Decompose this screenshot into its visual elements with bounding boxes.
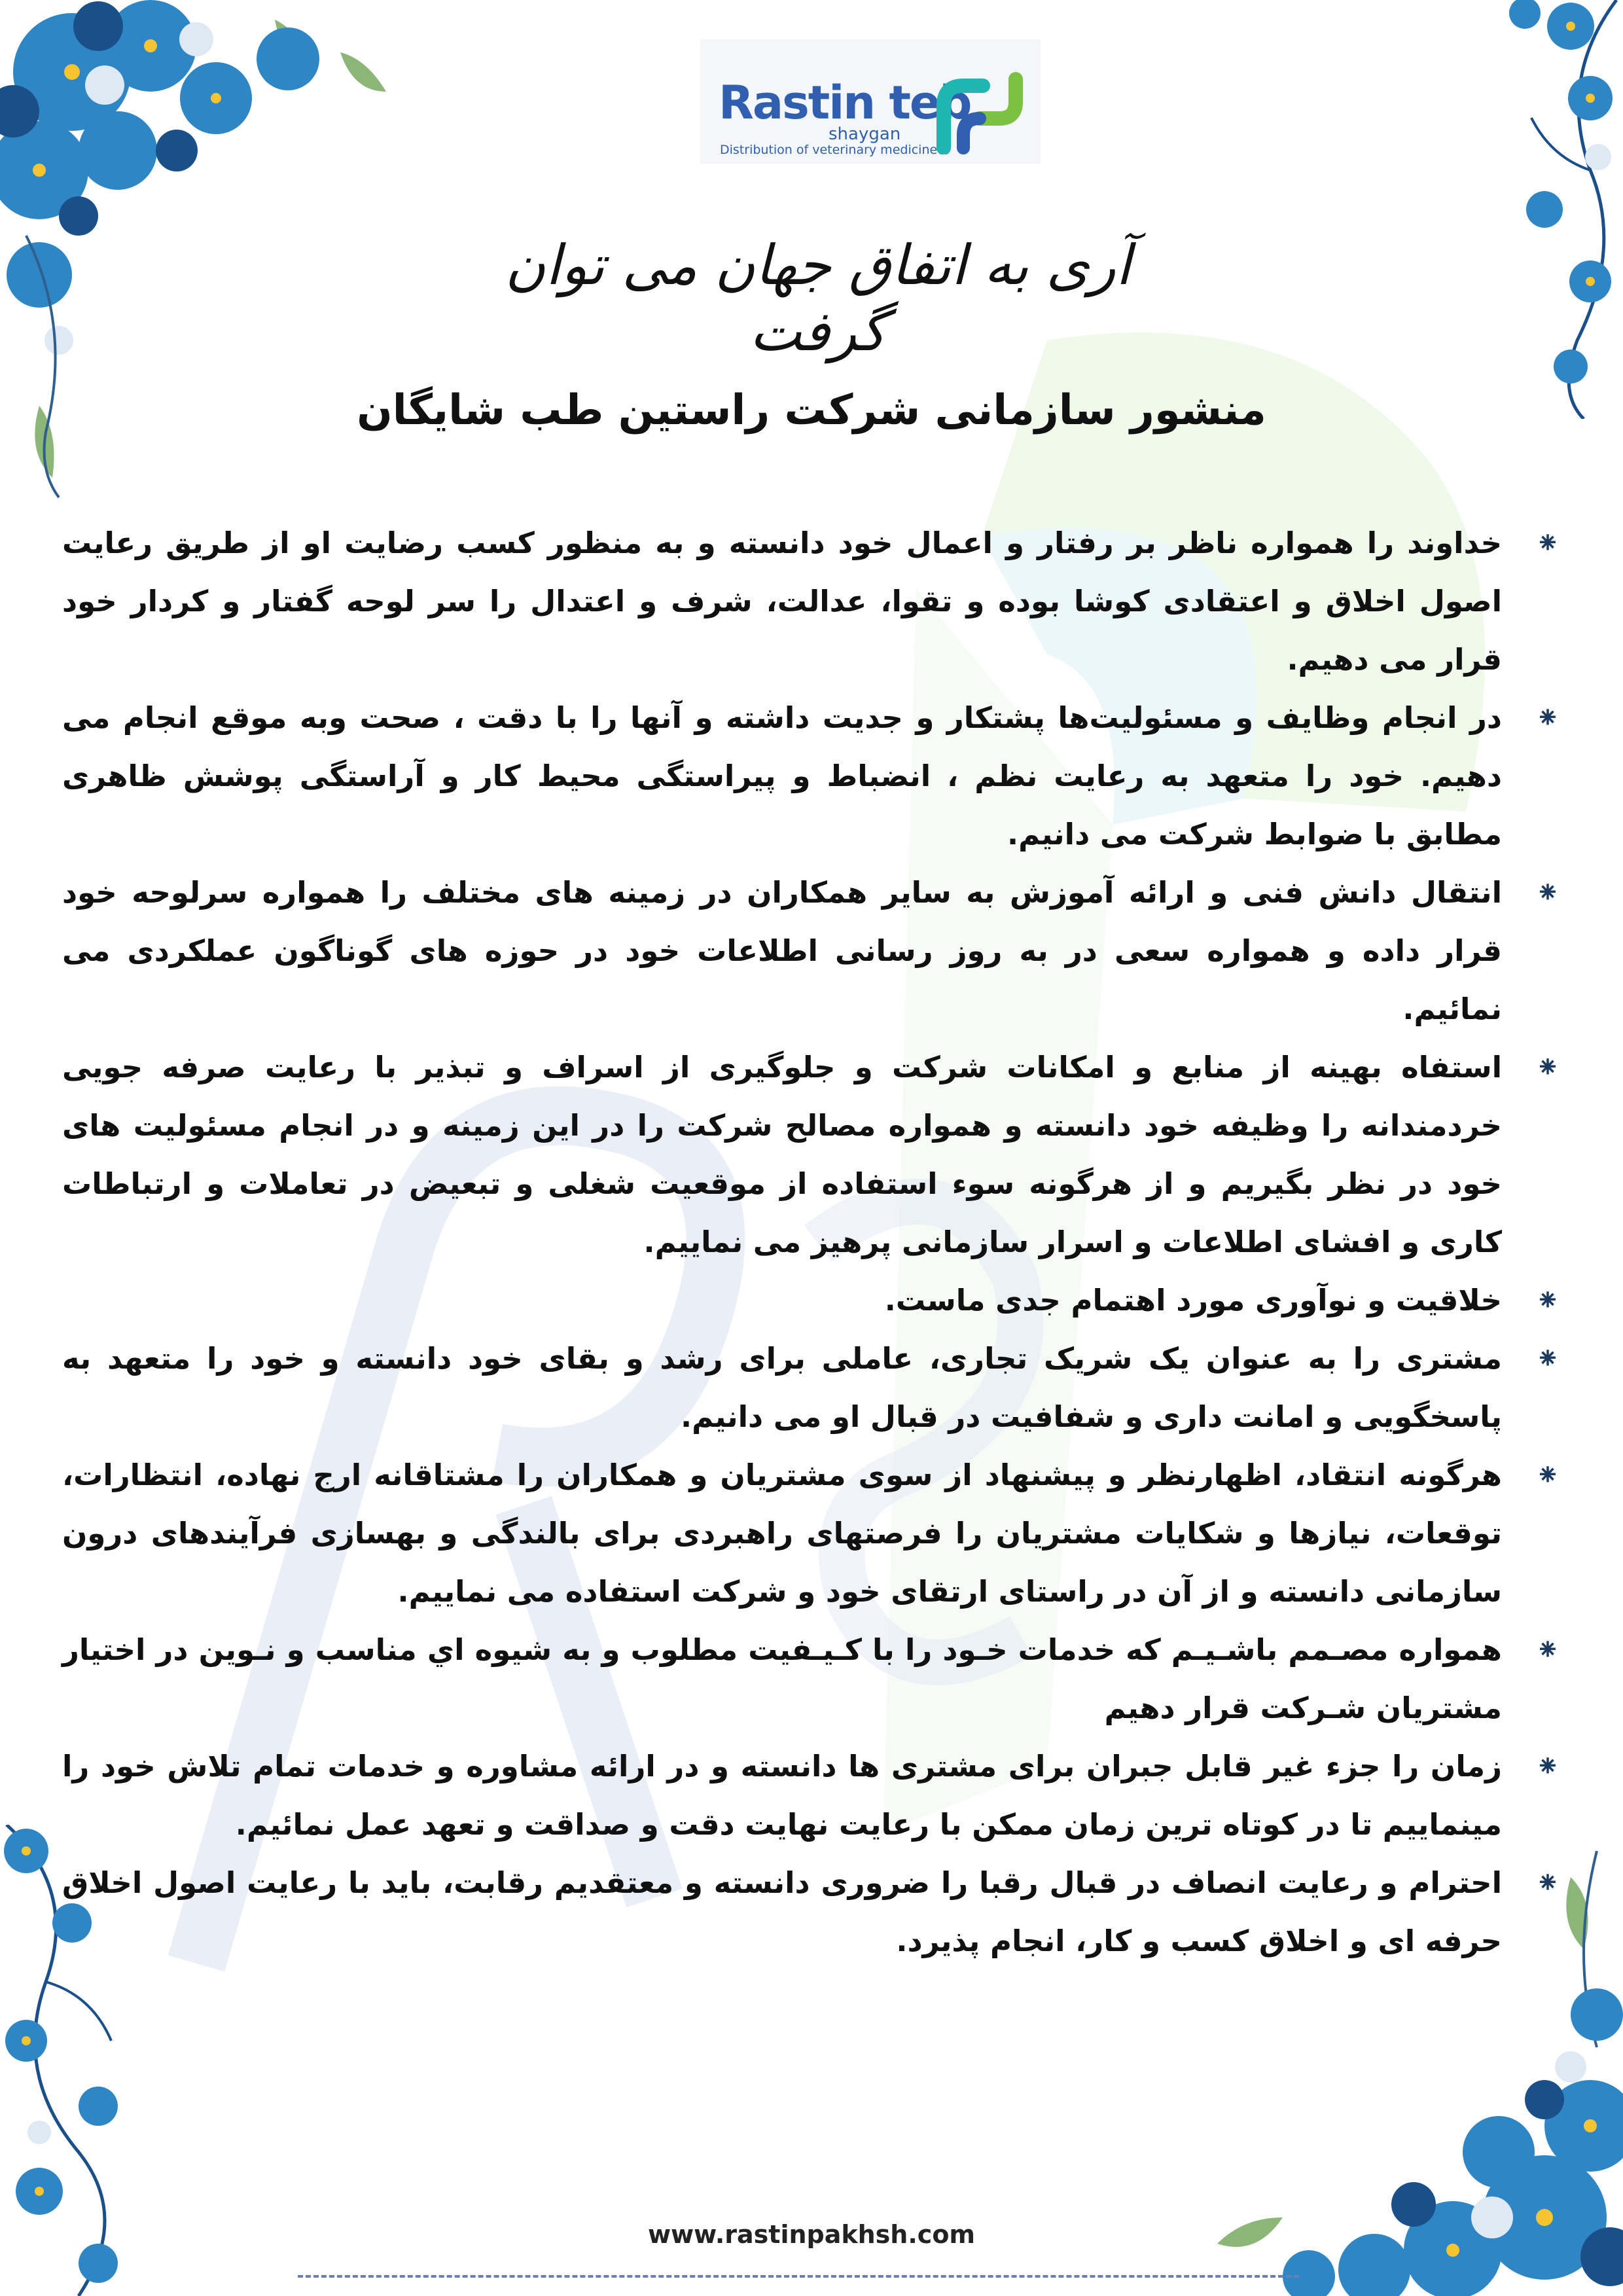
principle-text: همواره مصـمم باشـیـم که خدمات خـود را با کـیـفیت مطلوب و به شیوه اي مناسب و نـوین در اختیار مشتریان شـرکت قرار دهیم [62,1632,1502,1725]
list-item [62,689,1560,863]
footer-divider [298,2275,1299,2278]
list-item [62,1737,1560,1854]
logo-subname: shaygan [829,124,901,144]
bullet-icon: ⁕ [1535,526,1560,560]
list-item [62,1446,1560,1621]
principle-text: خلاقیت و نوآوری مورد اهتمام جدی ماست. [884,1283,1502,1318]
logo-mark-icon [931,69,1029,154]
website-link[interactable]: www.rastinpakhsh.com [647,2220,976,2249]
list-item [62,1854,1560,1970]
principle-text: استفاه بهینه از منابع و امکانات شرکت و جلوگیری از اسراف و تبذیر با رعایت صرفه جویی خردمندانه را وظیفه خود دانسته و همواره مصالح شرکت را در این زمینه و در انجام مسئولیت های خود در نظر بگیریم و از هرگونه سوء استفاده از موقعیت شغلی و تبعیض در تعاملات و ارتباطات کاری و افشای اطلاعات و اسرار سازمانی پرهیز می نماییم. [62,1050,1502,1259]
list-item [62,1271,1560,1329]
floral-corner-top-right [1427,0,1623,419]
list-item [62,863,1560,1038]
bullet-icon: ⁕ [1535,1458,1560,1492]
bullet-icon: ⁕ [1535,1283,1560,1318]
principle-text: مشتری را به عنوان یک شریک تجاری، عاملی برای رشد و بقای خود دانسته و خود را متعهد به پاسخگویی و امانت داری و شفافیت در قبال او می دانیم. [62,1341,1502,1434]
bullet-icon: ⁕ [1535,1632,1560,1667]
bullet-icon: ⁕ [1535,875,1560,910]
page-title: منشور سازمانی شرکت راستین طب شایگان [357,386,1266,435]
list-item [62,1329,1560,1446]
principle-text: در انجام وظایف و مسئولیت‌ها پشتکار و جدیت داشته و آنها را با دقت ، صحت وبه موقع انجام می دهیم. خود را متعهد به رعایت نظم ، انضباط و پیراستگی محیط کار و آراستگی پوشش ظاهری مطابق با ضوابط شرکت می دانیم. [62,700,1502,852]
bullet-icon: ⁕ [1535,1749,1560,1784]
logo-name: Rastin teb [719,76,971,130]
bullet-icon: ⁕ [1535,1865,1560,1900]
charter-principles-list [62,514,1560,1970]
bullet-icon: ⁕ [1535,1050,1560,1085]
list-item [62,1621,1560,1737]
list-item [62,1038,1560,1271]
bullet-icon: ⁕ [1535,700,1560,735]
list-item [62,514,1560,689]
calligraphic-motto: آری به اتفاق جهان می توان گرفت [505,233,1132,363]
principle-text: انتقال دانش فنی و ارائه آموزش به سایر همکاران در زمینه های مختلف را همواره سرلوحه خود قرار داده و همواره سعی در به روز رسانی اطلاعات خود در حوزه های گوناگون عملکردی می نمائیم. [62,875,1502,1026]
logo-tagline: Distribution of veterinary medicine [720,143,938,157]
principle-text: زمان را جزء غیر قابل جبران برای مشتری ها دانسته و در ارائه مشاوره و خدمات تمام تلاش خود را مینماییم تا در کوتاه ترین زمان ممکن با رعایت نهایت دقت و صداقت و تعهد عمل نمائیم. [62,1749,1502,1842]
principle-text: هرگونه انتقاد، اظهارنظر و پیشنهاد از سوی مشتریان و همکاران را مشتاقانه ارج نهاده، انتظارات، توقعات، نیازها و شکایات مشتریان را فرصتهای راهبردی برای بالندگی و بهسازی فرآیندهای درون سازمانی دانسته و از آن در راستای ارتقای خود و شرکت استفاده می نماییم. [62,1458,1502,1609]
bullet-icon: ⁕ [1535,1341,1560,1376]
company-logo [700,39,1041,164]
principle-text: خداوند را همواره ناظر بر رفتار و اعمال خود دانسته و به منظور کسب رضایت او از طریق رعایت اصول اخلاق و اعتقادی کوشا بوده و تقوا، عدالت، شرف و اعتدال را سر لوحه گفتار و کردار خود قرار می دهیم. [62,526,1502,677]
principle-text: احترام و رعایت انصاف در قبال رقبا را ضروری دانسته و معتقدیم رقابت، باید با رعایت اصول اخلاق حرفه ای و اخلاق کسب و کار، انجام پذیرد. [62,1865,1502,1958]
